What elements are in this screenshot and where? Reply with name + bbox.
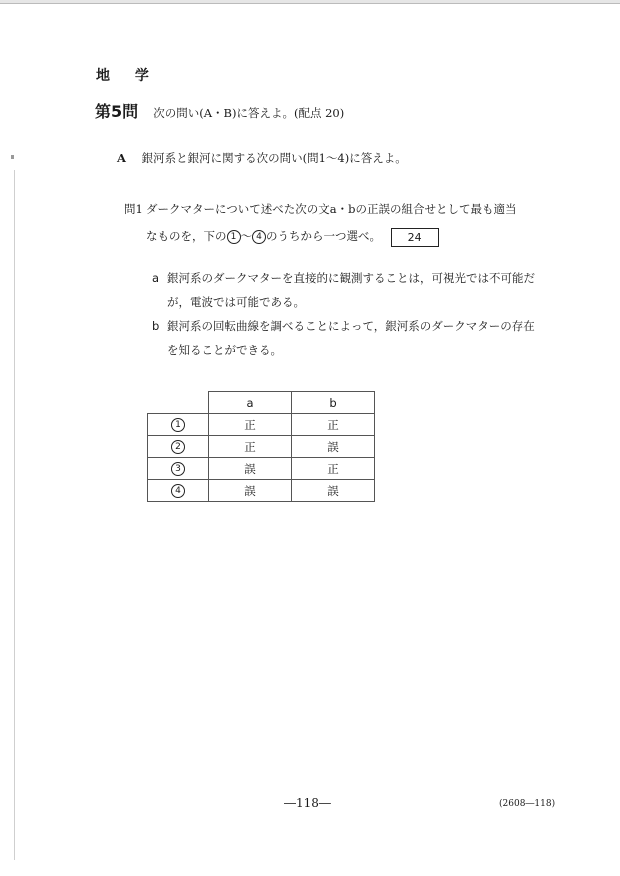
table-row: [148, 458, 375, 480]
choice-number: 3: [171, 462, 185, 476]
section-a-label: A: [117, 151, 126, 165]
statement-a: [152, 266, 562, 314]
answer-choice-table: [147, 391, 375, 502]
statement-label: a: [152, 271, 160, 285]
question-1-line-2: なものを，下の 1 ～ 4 のうちから一つ選べ。 24: [124, 223, 564, 250]
statement-text-line-2: が，電波では可能である。: [167, 295, 305, 309]
choice-number-cell: [148, 458, 209, 480]
section-a-heading: [117, 150, 407, 166]
table-row: [148, 480, 375, 502]
question-1: [124, 196, 564, 250]
question-number: 第5問: [95, 102, 139, 121]
table-header-row: [148, 392, 375, 414]
statement-text-line-2: を知ることができる。: [167, 343, 282, 357]
choice-number-cell: [148, 480, 209, 502]
table-cell-b: 正: [292, 414, 375, 436]
table-row: [148, 414, 375, 436]
choice-number: 4: [171, 484, 185, 498]
table-corner-cell: [148, 392, 209, 414]
statement-text-line-1: 銀河系のダークマターを直接的に観測することは，可視光では不可能だ: [167, 271, 535, 285]
section-a-text: 銀河系と銀河に関する次の問い(問1～4)に答えよ。: [141, 151, 407, 165]
choice-number-cell: [148, 414, 209, 436]
page-code: (2608―118): [499, 799, 556, 809]
choice-number-first: 1: [227, 230, 241, 244]
table-cell-a: 正: [209, 414, 292, 436]
statements: [152, 266, 562, 362]
statement-label: b: [152, 319, 160, 333]
question-1-label: 問1: [124, 202, 143, 216]
table-header-a: a: [209, 392, 292, 414]
subject-heading: 地 学: [96, 68, 159, 84]
table-cell-a: 正: [209, 436, 292, 458]
statement-b: [152, 314, 562, 362]
answer-number-box: 24: [391, 228, 439, 247]
page-number: ―118―: [284, 796, 331, 810]
table-cell-b: 誤: [292, 480, 375, 502]
statement-text-line-1: 銀河系の回転曲線を調べることによって，銀河系のダークマターの存在: [167, 319, 535, 333]
top-border-line: [0, 0, 620, 4]
table-cell-a: 誤: [209, 458, 292, 480]
question-header: [95, 99, 344, 122]
margin-tick-mark: [11, 155, 14, 159]
table-header-b: b: [292, 392, 375, 414]
choice-number-cell: [148, 436, 209, 458]
left-margin-rule: [14, 170, 15, 860]
choice-number: 2: [171, 440, 185, 454]
choice-number: 1: [171, 418, 185, 432]
question-instruction: 次の問い(A・B)に答えよ。(配点 20): [153, 106, 345, 120]
question-1-line-1: ダークマターについて述べた次の文a・bの正誤の組合せとして最も適当: [146, 202, 517, 216]
table-cell-b: 正: [292, 458, 375, 480]
table-cell-b: 誤: [292, 436, 375, 458]
table-cell-a: 誤: [209, 480, 292, 502]
table-row: [148, 436, 375, 458]
choice-number-last: 4: [252, 230, 266, 244]
